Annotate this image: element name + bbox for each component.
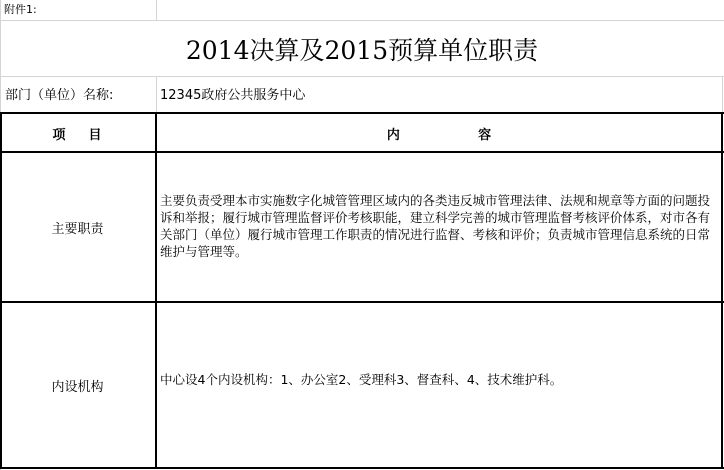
- table-border: [155, 112, 157, 469]
- table-border: [0, 112, 724, 114]
- column-header-item-label: 项 目: [52, 127, 103, 143]
- column-header-content: [157, 115, 722, 151]
- gridline: [722, 77, 723, 112]
- gridline: [0, 20, 724, 21]
- department-label: 部门（单位）名称:: [5, 88, 114, 103]
- row-label-main-duties-text: 主要职责: [51, 221, 104, 237]
- table-border: [721, 112, 723, 469]
- internal-units-text: 中心设4个内设机构：1、办公室2、受理科3、督查科、4、技术维护科。: [160, 372, 563, 387]
- table-border: [0, 467, 724, 469]
- column-header-item: [0, 115, 155, 151]
- gridline: [0, 76, 724, 77]
- gridline: [156, 77, 157, 112]
- row-label-main-duties: [0, 153, 155, 301]
- gridline: [156, 0, 157, 20]
- row-label-internal-units-text: 内设机构: [51, 379, 104, 395]
- attachment-label: 附件1:: [4, 3, 37, 16]
- main-duties-text: 主要负责受理本市实施数字化城管管理区域内的各类违反城市管理法律、法规和规章等方面的问题投诉和举报；履行城市管理监督评价考核职能，建立科学完善的城市管理监督考核评价体系，对市各有关部门（单位）履行城市管理工作职责的情况进行监督、考核和评价；负责城市管理信息系统的日常维护与管理等。: [160, 193, 711, 259]
- page-title: 2014决算及2015预算单位职责: [185, 36, 539, 65]
- department-value: 12345政府公共服务中心: [160, 88, 306, 103]
- row-label-internal-units: [0, 303, 155, 467]
- column-header-content-label: 内 容: [386, 127, 493, 143]
